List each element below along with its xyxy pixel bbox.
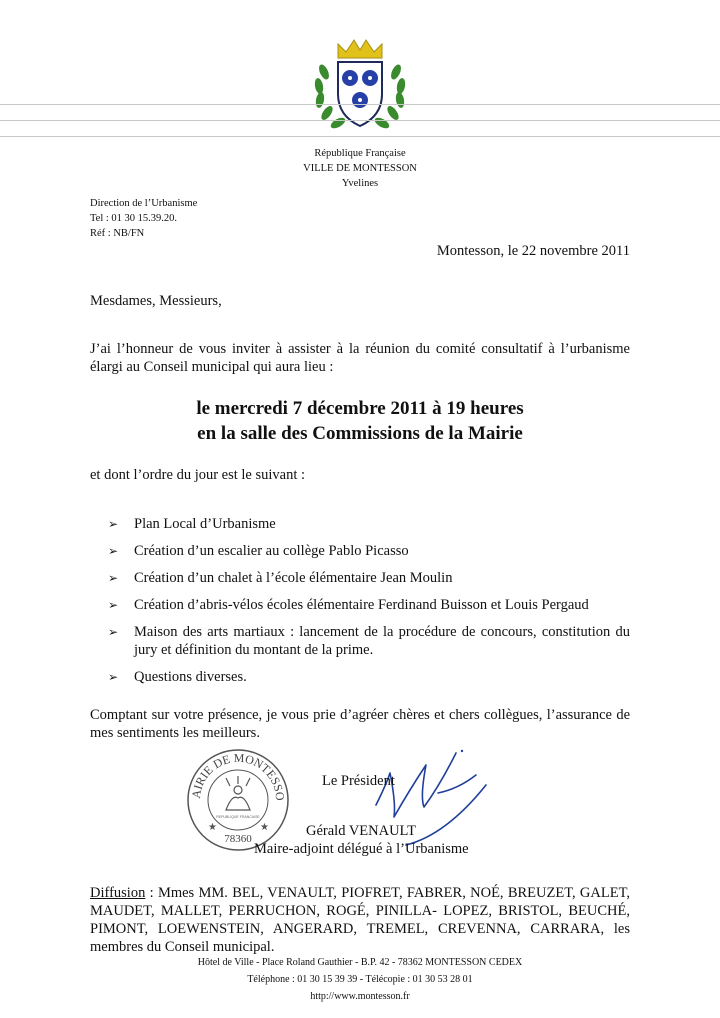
agenda-item-text: Création d’un escalier au collège Pablo Picasso [134, 543, 409, 559]
arrow-bullet-icon: ➢ [108, 517, 119, 531]
header-rule-3 [0, 136, 720, 137]
sender-phone: Tel : 01 30 15.39.20. [90, 213, 178, 224]
agenda-item-text: Questions diverses. [134, 669, 247, 685]
date-line: Montesson, le 22 novembre 2011 [436, 243, 630, 259]
agenda-item-text: Plan Local d’Urbanisme [134, 516, 276, 532]
salutation: Mesdames, Messieurs, [90, 293, 222, 309]
letterhead [230, 146, 490, 191]
official-stamp-seal [186, 748, 290, 852]
stamp-text-bottom: 78360 [224, 833, 252, 845]
agenda-item [108, 542, 630, 560]
arrow-bullet-icon: ➢ [108, 571, 119, 585]
event-location: en la salle des Commissions de la Mairie [197, 423, 523, 444]
arrow-bullet-icon: ➢ [108, 670, 119, 684]
letterhead-city: VILLE DE MONTESSON [303, 163, 417, 174]
sender-reference: Réf : NB/FN [90, 228, 145, 239]
closing-paragraph: Comptant sur votre présence, je vous prie d’agréer chères et chers collègues, l’assurance de mes sentiments les meilleurs. [90, 707, 630, 741]
agenda-intro: et dont l’ordre du jour est le suivant : [90, 467, 306, 483]
event-date: le mercredi 7 décembre 2011 à 19 heures [196, 398, 524, 419]
agenda-item [108, 596, 630, 614]
header-rule-1 [0, 104, 720, 105]
arrow-bullet-icon: ➢ [108, 544, 119, 558]
signatory-title: Le Président [322, 773, 395, 789]
event-block [90, 396, 630, 446]
agenda-item-text: Création d’abris-vélos écoles élémentaire Ferdinand Buisson et Louis Pergaud [134, 597, 589, 613]
diffusion-paragraph [90, 884, 630, 956]
city-crest-logo [310, 36, 410, 136]
signatory-name: Gérald VENAULT [306, 823, 416, 839]
footer [90, 954, 630, 1005]
arrow-bullet-icon: ➢ [108, 598, 119, 612]
letterhead-republic: République Française [314, 148, 406, 159]
diffusion-label: Diffusion [90, 885, 146, 901]
footer-address: Hôtel de Ville - Place Roland Gauthier - B.P. 42 - 78362 MONTESSON CEDEX [197, 957, 523, 968]
footer-phone: Téléphone : 01 30 15 39 39 - Télécopie : 01 30 53 28 01 [247, 974, 473, 985]
footer-website: http://www.montesson.fr [310, 991, 410, 1002]
sender-department: Direction de l’Urbanisme [90, 198, 198, 209]
agenda-list [108, 515, 630, 695]
agenda-item [108, 515, 630, 533]
svg-text:★: ★ [208, 822, 217, 833]
stamp-inner-text: REPUBLIQUE FRANCAISE [216, 815, 260, 819]
intro-paragraph: J’ai l’honneur de vous inviter à assister à la réunion du comité consultatif à l’urbanisme élargi au Conseil municipal qui aura lieu : [90, 341, 630, 375]
agenda-item [108, 668, 630, 686]
stamp-text-top: AIRIE DE MONTESSO [188, 750, 288, 802]
svg-text:★: ★ [260, 822, 269, 833]
arrow-bullet-icon: ➢ [108, 625, 119, 639]
signatory-role: Maire-adjoint délégué à l’Urbanisme [254, 841, 469, 857]
agenda-item [108, 569, 630, 587]
agenda-item-text: Maison des arts martiaux : lancement de la procédure de concours, constitution du jury et définition du montant de la prime. [134, 624, 630, 658]
sender-block [90, 196, 350, 241]
agenda-item-text: Création d’un chalet à l’école élémentaire Jean Moulin [134, 570, 453, 586]
agenda-item [108, 623, 630, 659]
letterhead-department: Yvelines [341, 178, 379, 189]
header-rule-2 [0, 120, 720, 121]
diffusion-list: : Mmes MM. BEL, VENAULT, PIOFRET, FABRER, NOÉ, BREUZET, GALET, MAUDET, MALLET, PERRUCHON, ROGÉ, PINILLA- LOPEZ, BRISTOL, BEUCHÉ, PIMONT, LOEWENSTEIN, ANGERARD, TREMEL, CREVENNA, CARRARA, les membres du Conseil municipal. [90, 885, 630, 955]
